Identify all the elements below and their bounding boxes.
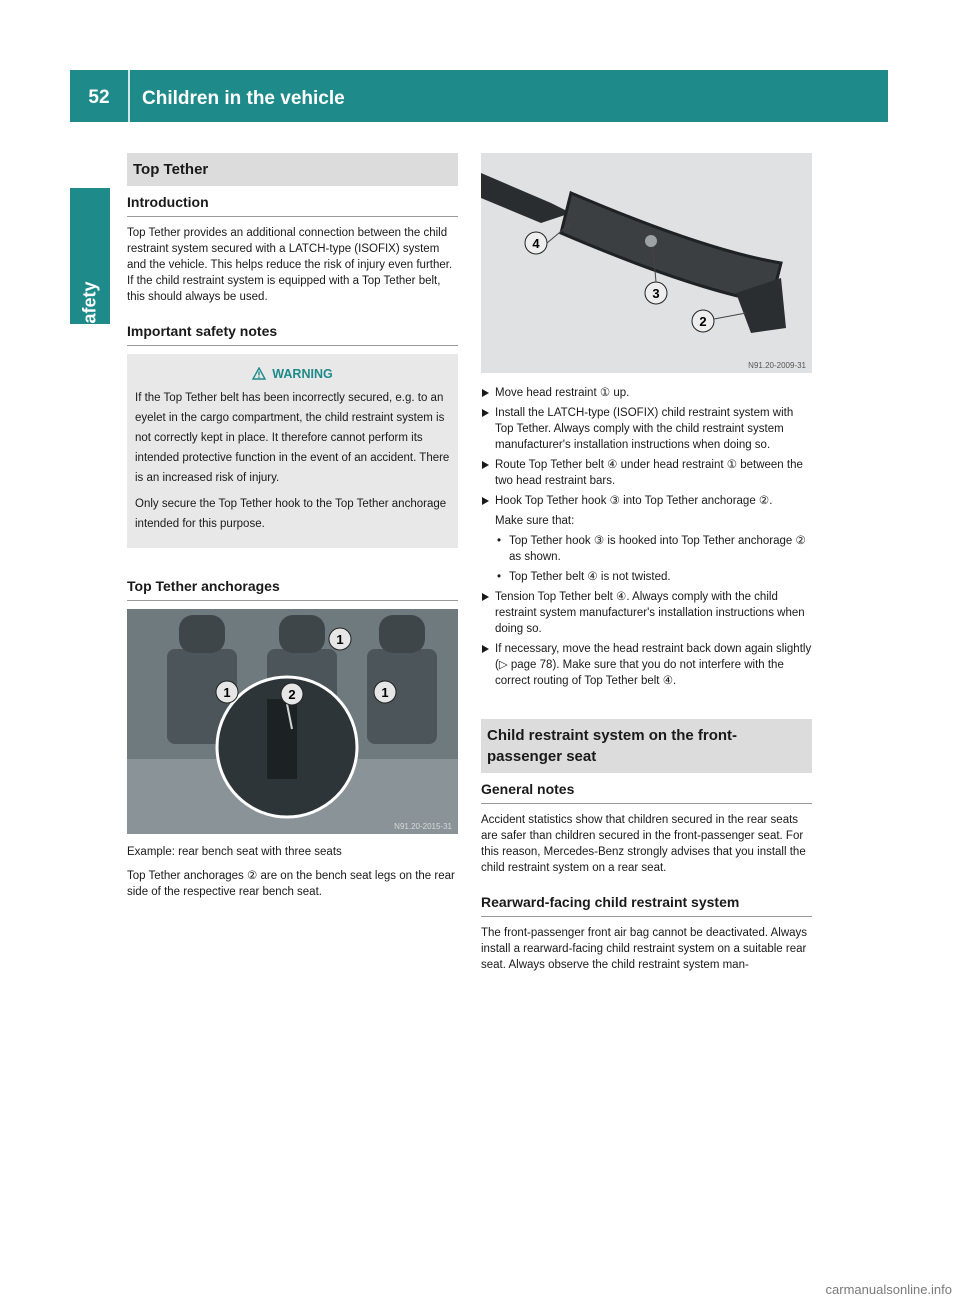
callout-3: 3: [652, 286, 660, 301]
callout-4: 4: [532, 236, 540, 251]
callout-1-left: 1: [223, 685, 231, 700]
tether-hook-image: [481, 153, 812, 373]
warning-text-2: Only secure the Top Tether hook to the Top Tether anchorage intended for this purpose.: [135, 498, 447, 530]
callout-2-hook: 2: [699, 314, 707, 329]
callout-2: 2: [288, 687, 296, 702]
image-code-1: N91.20-2015-31: [394, 822, 452, 831]
rearward-text: The front-passenger front air bag cannot be deactivated. Always install a rearward-facing child restraint system on a suitable rear seat. Always observe the child restraint system man-: [481, 927, 808, 971]
step-4: Hook Top Tether hook ③ into Top Tether anchorage ②.: [481, 493, 812, 509]
side-label-text: Safety: [79, 280, 100, 336]
rear-bench-illustration: [127, 609, 458, 834]
heading-safety-notes: Important safety notes: [127, 315, 458, 346]
tether-hook-illustration: [481, 153, 812, 373]
step-5: Tension Top Tether belt ④. Always comply with the child restraint system manufacturer's installation instructions when doing so.: [481, 589, 812, 637]
bullet-1: • Top Tether hook ③ is hooked into Top Tether anchorage ② as shown.: [481, 533, 812, 565]
warning-box: [127, 354, 458, 548]
bullet-2: • Top Tether belt ④ is not twisted.: [481, 569, 812, 585]
anchorages-text: Top Tether anchorages ② are on the bench seat legs on the rear side of the respective rear bench seat.: [127, 870, 455, 898]
left-column: [127, 153, 458, 910]
heading-introduction: Introduction: [127, 186, 458, 217]
right-column: [481, 153, 812, 983]
general-text: Accident statistics show that children secured in the rear seats are safer than children secured in the front-passenger seat. For this reason, Mercedes-Benz strongly advises that you install the child restraint system on a rear seat.: [481, 814, 806, 874]
chapter-title: Children in the vehicle: [142, 88, 345, 109]
side-label: [70, 280, 110, 336]
callout-1-top: 1: [336, 632, 344, 647]
page-number: 52: [88, 87, 110, 108]
make-sure-text: Make sure that:: [495, 515, 575, 527]
heading-anchorages: Top Tether anchorages: [127, 570, 458, 601]
step-1: Move head restraint ① up.: [481, 385, 812, 401]
step-3: Route Top Tether belt ④ under head restraint ① between the two head restraint bars.: [481, 457, 812, 489]
heading-general-notes: General notes: [481, 773, 812, 804]
warning-triangle-icon: [252, 367, 266, 380]
heading-rearward: Rearward-facing child restraint system: [481, 886, 812, 917]
image-code-2: N91.20-2009-31: [748, 361, 806, 370]
image-caption: Example: rear bench seat with three seats: [127, 846, 342, 858]
step-2: Install the LATCH-type (ISOFIX) child restraint system with Top Tether. Always comply with the child restraint system manufacturer's installation instructions when doing so.: [481, 405, 812, 453]
step-6: If necessary, move the head restraint back down again slightly (▷ page 78). Make sure that you do not interfere with the correct routing of Top Tether belt ④.: [481, 641, 812, 689]
warning-text-1: If the Top Tether belt has been incorrectly secured, e.g. to an eyelet in the cargo compartment, the child restraint system is not correctly kept in place. It therefore cannot perform its intended protective function in the event of an accident. There is an increased risk of injury.: [135, 392, 450, 484]
section-title-top-tether: Top Tether: [127, 153, 458, 186]
warning-title: [135, 364, 450, 384]
header-divider: [128, 70, 130, 122]
warning-title-text: WARNING: [272, 367, 333, 381]
intro-text: Top Tether provides an additional connection between the child restraint system secured with a LATCH-type (ISOFIX) system and the vehicle. This helps reduce the risk of injury even further. If the child restraint system is equipped with a Top Tether belt, this should always be used.: [127, 227, 453, 303]
callout-1-right: 1: [381, 685, 389, 700]
rear-bench-image: [127, 609, 458, 834]
watermark: carmanualsonline.info: [825, 1282, 952, 1297]
section-title-front-passenger: Child restraint system on the front-passenger seat: [481, 719, 812, 773]
